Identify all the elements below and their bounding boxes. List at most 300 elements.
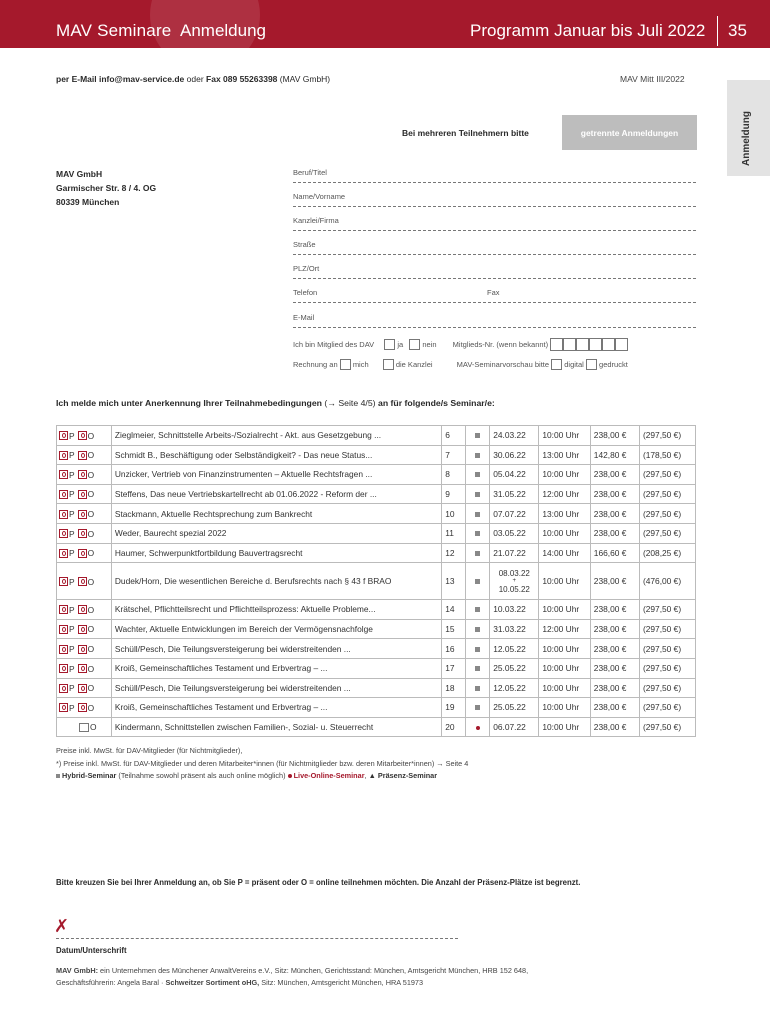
legend-praesenz: ▲ Präsenz-Seminar (368, 771, 438, 780)
seminar-number: 7 (442, 445, 466, 465)
seminar-number: 20 (442, 717, 466, 737)
online-checkbox[interactable] (78, 625, 87, 634)
seminar-price-nonmember: (208,25 €) (639, 543, 695, 563)
online-checkbox[interactable] (78, 549, 87, 558)
online-label: O (87, 604, 95, 615)
seminar-date: 25.05.22 (493, 663, 526, 674)
seminar-row (57, 678, 696, 698)
member-number-digit[interactable] (576, 338, 589, 351)
seminar-title: Schüll/Pesch, Die Teilungsversteigerung bei widerstreitenden ... (111, 678, 441, 698)
date-cell (490, 543, 539, 563)
address-line: Garmischer Str. 8 / 4. OG (56, 183, 157, 193)
recipient-address (56, 167, 156, 209)
seminar-row (57, 619, 696, 639)
seminar-title: Kroiß, Gemeinschaftliches Testament und Erbvertrag – ... (111, 658, 441, 678)
legend-hybrid-desc: (Teilnahme sowohl präsent als auch online möglich) (116, 771, 288, 780)
seminar-title: Unzicker, Vertrieb von Finanzinstrumenten – Aktuelle Rechtsfragen ... (111, 465, 441, 485)
seminar-price: 238,00 € (590, 465, 639, 485)
date-cell (490, 619, 539, 639)
hybrid-format-icon (475, 705, 480, 710)
seminar-time: 13:00 Uhr (539, 445, 590, 465)
date-cell (490, 523, 539, 543)
online-label: O (87, 702, 95, 713)
seminar-title: Dudek/Horn, Die wesentlichen Bereiche d. Berufsrechts nach § 43 f BRAO (111, 563, 441, 600)
date-cell (490, 465, 539, 485)
seminar-time: 10:00 Uhr (539, 600, 590, 620)
online-checkbox[interactable] (78, 684, 87, 693)
footer-text: Sitz: München, Amtsgericht München, HRA 51973 (259, 978, 424, 987)
legend-hybrid: Hybrid-Seminar (62, 771, 117, 780)
footer-text: ein Unternehmen des Münchener AnwaltVereins e.V., Sitz: München, Gerichtsstand: München, Amtsgericht München, HRB 152 648, (98, 966, 529, 975)
seminar-number: 15 (442, 619, 466, 639)
present-label: P (69, 683, 75, 694)
seminar-row (57, 639, 696, 659)
seminar-time: 13:00 Uhr (539, 504, 590, 524)
online-label: O (87, 548, 95, 559)
seminar-price: 238,00 € (590, 639, 639, 659)
seminar-price: 166,60 € (590, 543, 639, 563)
seminar-price: 238,00 € (590, 600, 639, 620)
present-checkbox[interactable] (59, 625, 68, 634)
header-divider (717, 16, 718, 46)
seminar-row (57, 698, 696, 718)
page-number: 35 (728, 21, 747, 40)
online-label: O (87, 469, 95, 480)
signature-line[interactable] (56, 938, 458, 939)
seminar-number: 16 (442, 639, 466, 659)
online-checkbox[interactable] (78, 451, 87, 460)
no-label: nein (422, 340, 437, 349)
seminar-price: 238,00 € (590, 698, 639, 718)
seminar-date: 12.05.22 (493, 682, 526, 693)
yes-label: ja (397, 340, 404, 349)
online-label: O (87, 624, 95, 635)
invoice-me-checkbox[interactable] (340, 359, 351, 370)
hybrid-format-icon (475, 433, 480, 438)
side-tab-label: Anmeldung (741, 111, 752, 166)
hybrid-format-icon (475, 512, 480, 517)
signature-mark-icon: ✗ (54, 916, 70, 936)
seminar-time: 10:00 Uhr (539, 658, 590, 678)
seminar-price-nonmember: (297,50 €) (639, 639, 695, 659)
seminar-number: 10 (442, 504, 466, 524)
format-cell (466, 543, 490, 563)
hybrid-format-icon (475, 666, 480, 671)
online-label: O (87, 683, 95, 694)
member-number-digit[interactable] (615, 338, 628, 351)
online-checkbox[interactable] (79, 723, 89, 732)
seminar-price: 238,00 € (590, 619, 639, 639)
strasse-field[interactable] (293, 240, 696, 255)
seminar-price: 238,00 € (590, 484, 639, 504)
present-checkbox[interactable] (59, 664, 68, 673)
present-label: P (69, 450, 75, 461)
seminar-price-nonmember: (297,50 €) (639, 698, 695, 718)
present-checkbox[interactable] (59, 451, 68, 460)
format-cell (466, 678, 490, 698)
heading-ref: (→ Seite 4/5) (321, 398, 378, 408)
preview-label: MAV-Seminarvorschau bitte (456, 360, 550, 369)
present-label: P (69, 663, 75, 674)
contact-line (56, 74, 330, 84)
online-checkbox[interactable] (78, 470, 87, 479)
present-checkbox[interactable] (59, 490, 68, 499)
format-cell (466, 504, 490, 524)
date-cell (490, 658, 539, 678)
seminar-time: 10:00 Uhr (539, 678, 590, 698)
format-cell (466, 426, 490, 446)
address-line: 80339 München (56, 197, 120, 207)
present-label: P (69, 528, 75, 539)
seminar-row (57, 563, 696, 600)
seminar-price-nonmember: (178,50 €) (639, 445, 695, 465)
selection-cell (57, 465, 112, 485)
seminar-number: 11 (442, 523, 466, 543)
seminar-row (57, 543, 696, 563)
telefon-fax-field[interactable] (293, 288, 696, 303)
online-label: O (87, 430, 95, 441)
format-cell (466, 717, 490, 737)
online-checkbox[interactable] (78, 645, 87, 654)
date-cell (490, 504, 539, 524)
format-cell (466, 658, 490, 678)
present-checkbox[interactable] (59, 684, 68, 693)
hybrid-format-icon (475, 472, 480, 477)
plz-label: PLZ/Ort (293, 264, 320, 273)
seminar-date: 12.05.22 (493, 643, 526, 654)
date-cell (490, 445, 539, 465)
present-label: P (69, 548, 75, 559)
seminar-price-nonmember: (297,50 €) (639, 717, 695, 737)
present-checkbox[interactable] (59, 431, 68, 440)
online-checkbox[interactable] (78, 664, 87, 673)
selection-cell (57, 523, 112, 543)
member-yes-checkbox[interactable] (384, 339, 395, 350)
online-checkbox[interactable] (78, 510, 87, 519)
seminar-price: 238,00 € (590, 563, 639, 600)
selection-cell (57, 504, 112, 524)
online-label: O (87, 509, 95, 520)
footer-text: Geschäftsführerin: Angela Baral · (56, 978, 166, 987)
contact-oder: oder (184, 74, 207, 84)
heading-part: an für folgende/s Seminar/e: (377, 398, 495, 408)
legend-online: Live-Online-Seminar (293, 771, 365, 780)
seminar-title: Steffens, Das neue Vertriebskartellrecht ab 01.06.2022 - Reform der ... (111, 484, 441, 504)
hybrid-format-icon (475, 492, 480, 497)
seminar-price-nonmember: (297,50 €) (639, 465, 695, 485)
selection-cell (57, 698, 112, 718)
format-cell (466, 465, 490, 485)
seminar-price-nonmember: (297,50 €) (639, 678, 695, 698)
seminar-number: 12 (442, 543, 466, 563)
hybrid-format-icon (475, 579, 480, 584)
seminar-number: 6 (442, 426, 466, 446)
seminar-date: 31.05.22 (493, 489, 526, 500)
seminar-price: 238,00 € (590, 658, 639, 678)
seminar-row (57, 600, 696, 620)
footer-company: Schweitzer Sortiment oHG, (165, 978, 260, 987)
contact-fax: Fax 089 55263398 (206, 74, 278, 84)
seminar-title: Kroiß, Gemeinschaftliches Testament und Erbvertrag – ... (111, 698, 441, 718)
seminar-date: 07.07.22 (493, 508, 526, 519)
present-label: P (69, 430, 75, 441)
present-checkbox[interactable] (59, 577, 68, 586)
seminar-time: 10:00 Uhr (539, 639, 590, 659)
legal-footer (56, 965, 528, 989)
print-label: gedruckt (599, 360, 628, 369)
seminar-row (57, 465, 696, 485)
contact-email[interactable]: per E-Mail info@mav-service.de (56, 74, 185, 84)
date-cell (490, 678, 539, 698)
seminar-row (57, 504, 696, 524)
date-cell (490, 563, 539, 600)
online-icon (288, 774, 292, 778)
footer-company: MAV GmbH: (56, 966, 99, 975)
member-number-digit[interactable] (589, 338, 602, 351)
beruf-field[interactable] (293, 168, 696, 183)
member-number-digit[interactable] (602, 338, 615, 351)
hybrid-format-icon (475, 647, 480, 652)
seminar-price-nonmember: (297,50 €) (639, 523, 695, 543)
strasse-label: Straße (293, 240, 316, 249)
seminar-row (57, 717, 696, 737)
seminar-number: 8 (442, 465, 466, 485)
fax-label: Fax (487, 288, 500, 297)
seminar-price-nonmember: (297,50 €) (639, 658, 695, 678)
seminar-time: 12:00 Uhr (539, 484, 590, 504)
registration-heading (56, 398, 495, 408)
legend-line (56, 770, 468, 783)
seminar-time: 10:00 Uhr (539, 523, 590, 543)
seminar-time: 10:00 Uhr (539, 717, 590, 737)
kanzlei-field[interactable] (293, 216, 696, 231)
seminar-time: 10:00 Uhr (539, 563, 590, 600)
member-label: Ich bin Mitglied des DAV (293, 340, 375, 349)
side-tab (727, 80, 770, 176)
selection-cell (57, 639, 112, 659)
hybrid-format-icon (475, 607, 480, 612)
member-no-checkbox[interactable] (409, 339, 420, 350)
member-number-digit[interactable] (550, 338, 563, 351)
date-cell (490, 484, 539, 504)
member-number-label: Mitglieds-Nr. (wenn bekannt) (452, 340, 549, 349)
note-line: Preise inkl. MwSt. für DAV-Mitglieder (für Nichtmitglieder), (56, 746, 243, 755)
note-line: *) Preise inkl. MwSt. für DAV-Mitglieder und deren Mitarbeiter*innen (für Nichtmitglieder bzw. deren Mitarbeiter*innen) → Seite 4 (56, 758, 469, 768)
date-cell (490, 639, 539, 659)
format-cell (466, 639, 490, 659)
present-checkbox[interactable] (59, 510, 68, 519)
kanzlei-label: Kanzlei/Firma (293, 216, 339, 225)
present-label: P (69, 644, 75, 655)
seminar-number: 13 (442, 563, 466, 600)
selection-cell (57, 563, 112, 600)
date-cell (490, 600, 539, 620)
present-label: P (69, 469, 75, 480)
selection-cell (57, 543, 112, 563)
seminar-date: 10.03.22 (493, 604, 526, 615)
seminar-title: Krätschel, Pflichtteilsrecht und Pflichtteilsprozess: Aktuelle Probleme... (111, 600, 441, 620)
hybrid-icon (56, 774, 60, 778)
invoice-line (293, 359, 628, 370)
present-checkbox[interactable] (59, 529, 68, 538)
seminar-date: 05.04.22 (493, 469, 526, 480)
hybrid-format-icon (475, 686, 480, 691)
format-cell (466, 484, 490, 504)
seminar-date: 06.07.22 (493, 722, 526, 733)
seminar-date: 30.06.22 (493, 449, 526, 460)
selection-cell (57, 678, 112, 698)
invoice-firm-checkbox[interactable] (383, 359, 394, 370)
seminar-row (57, 484, 696, 504)
beruf-label: Beruf/Titel (293, 168, 327, 177)
seminar-price: 238,00 € (590, 426, 639, 446)
seminar-price: 238,00 € (590, 717, 639, 737)
notes (56, 745, 468, 783)
seminar-time: 10:00 Uhr (539, 426, 590, 446)
member-number-digit[interactable] (563, 338, 576, 351)
seminar-date: 24.03.22 (493, 430, 526, 441)
issue-label: MAV Mitt III/2022 (620, 74, 685, 84)
seminar-title: Schüll/Pesch, Die Teilungsversteigerung bei widerstreitenden ... (111, 639, 441, 659)
email-field[interactable] (293, 313, 696, 328)
online-label: O (87, 644, 95, 655)
seminar-date: 31.03.22 (493, 624, 526, 635)
selection-cell (57, 717, 112, 737)
plz-field[interactable] (293, 264, 696, 279)
seminar-title: Kindermann, Schnittstellen zwischen Familien-, Sozial- u. Steuerrecht (111, 717, 441, 737)
online-label: O (87, 576, 95, 587)
seminar-price-nonmember: (297,50 €) (639, 619, 695, 639)
header-subtitle: Anmeldung (180, 21, 267, 40)
online-checkbox[interactable] (78, 703, 87, 712)
date-end: 10.05.22 (498, 584, 530, 594)
date-cell (490, 426, 539, 446)
seminar-price-nonmember: (297,50 €) (639, 484, 695, 504)
online-label: O (87, 489, 95, 500)
online-checkbox[interactable] (78, 431, 87, 440)
date-cell (490, 698, 539, 718)
hybrid-format-icon (475, 627, 480, 632)
selection-cell (57, 484, 112, 504)
seminar-price: 142,80 € (590, 445, 639, 465)
online-checkbox[interactable] (78, 490, 87, 499)
format-cell (466, 698, 490, 718)
seminar-row (57, 445, 696, 465)
membership-line (293, 338, 628, 351)
selection-cell (57, 658, 112, 678)
online-format-icon (476, 726, 480, 730)
digital-label: digital (564, 360, 584, 369)
seminar-number: 14 (442, 600, 466, 620)
online-checkbox[interactable] (78, 529, 87, 538)
seminar-number: 19 (442, 698, 466, 718)
hybrid-format-icon (475, 551, 480, 556)
preview-print-checkbox[interactable] (586, 359, 597, 370)
separate-registrations-box: getrennte Anmeldungen (562, 115, 697, 150)
invoice-firm-label: die Kanzlei (395, 360, 433, 369)
telefon-label: Telefon (293, 288, 318, 297)
present-checkbox[interactable] (59, 703, 68, 712)
present-label: P (69, 509, 75, 520)
online-label: O (87, 528, 95, 539)
seminar-price-nonmember: (476,00 €) (639, 563, 695, 600)
online-label: O (90, 722, 97, 733)
format-cell (466, 445, 490, 465)
hybrid-format-icon (475, 453, 480, 458)
selection-cell (57, 619, 112, 639)
present-checkbox[interactable] (59, 645, 68, 654)
address-line: MAV GmbH (56, 169, 103, 179)
online-checkbox[interactable] (78, 577, 87, 586)
selection-cell (57, 445, 112, 465)
name-label: Name/Vorname (293, 192, 346, 201)
seminar-price-nonmember: (297,50 €) (639, 504, 695, 524)
present-checkbox[interactable] (59, 470, 68, 479)
header-section-title: MAV Seminare (56, 21, 172, 40)
seminar-time: 10:00 Uhr (539, 465, 590, 485)
seminar-title: Wachter, Aktuelle Entwicklungen im Bereich der Vermögensnachfolge (111, 619, 441, 639)
present-label: P (69, 489, 75, 500)
seminar-title: Haumer, Schwerpunktfortbildung Bauvertragsrecht (111, 543, 441, 563)
header-program: Programm Januar bis Juli 2022 (470, 21, 706, 40)
selection-cell (57, 600, 112, 620)
seminar-time: 12:00 Uhr (539, 619, 590, 639)
seminar-row (57, 426, 696, 446)
name-field[interactable] (293, 192, 696, 207)
seminar-date: 03.05.22 (493, 528, 526, 539)
seminar-price: 238,00 € (590, 523, 639, 543)
seminar-price-nonmember: (297,50 €) (639, 600, 695, 620)
present-label: P (69, 702, 75, 713)
seminar-table (56, 425, 696, 737)
seminar-number: 18 (442, 678, 466, 698)
seminar-title: Stackmann, Aktuelle Rechtsprechung zum Bankrecht (111, 504, 441, 524)
hybrid-format-icon (475, 531, 480, 536)
present-label: P (69, 604, 75, 615)
seminar-date: 25.05.22 (493, 702, 526, 713)
seminar-title: Schmidt B., Beschäftigung oder Selbständigkeit? - Das neue Status... (111, 445, 441, 465)
online-label: O (87, 663, 95, 674)
format-cell (466, 600, 490, 620)
seminar-price-nonmember: (297,50 €) (639, 426, 695, 446)
format-cell (466, 523, 490, 543)
seminar-time: 10:00 Uhr (539, 698, 590, 718)
date-plus: + (512, 577, 517, 584)
format-cell (466, 619, 490, 639)
invoice-me-label: mich (352, 360, 369, 369)
seminar-date: 21.07.22 (493, 547, 526, 558)
contact-org: (MAV GmbH) (277, 74, 331, 84)
present-label: P (69, 624, 75, 635)
date-start: 08.03.22 (498, 568, 530, 578)
present-label: P (69, 576, 75, 587)
present-checkbox[interactable] (59, 605, 68, 614)
signature-label: Datum/Unterschrift (56, 946, 127, 955)
seminar-number: 17 (442, 658, 466, 678)
seminar-title: Weder, Baurecht spezial 2022 (111, 523, 441, 543)
date-cell (490, 717, 539, 737)
seminar-row (57, 523, 696, 543)
header-bar (0, 0, 770, 48)
online-label: O (87, 450, 95, 461)
present-checkbox[interactable] (59, 549, 68, 558)
online-checkbox[interactable] (78, 605, 87, 614)
seminar-number: 9 (442, 484, 466, 504)
preview-digital-checkbox[interactable] (551, 359, 562, 370)
selection-cell (57, 426, 112, 446)
seminar-title: Zieglmeier, Schnittstelle Arbeits-/Sozialrecht - Akt. aus Gesetzgebung ... (111, 426, 441, 446)
email-label: E-Mail (293, 313, 315, 322)
